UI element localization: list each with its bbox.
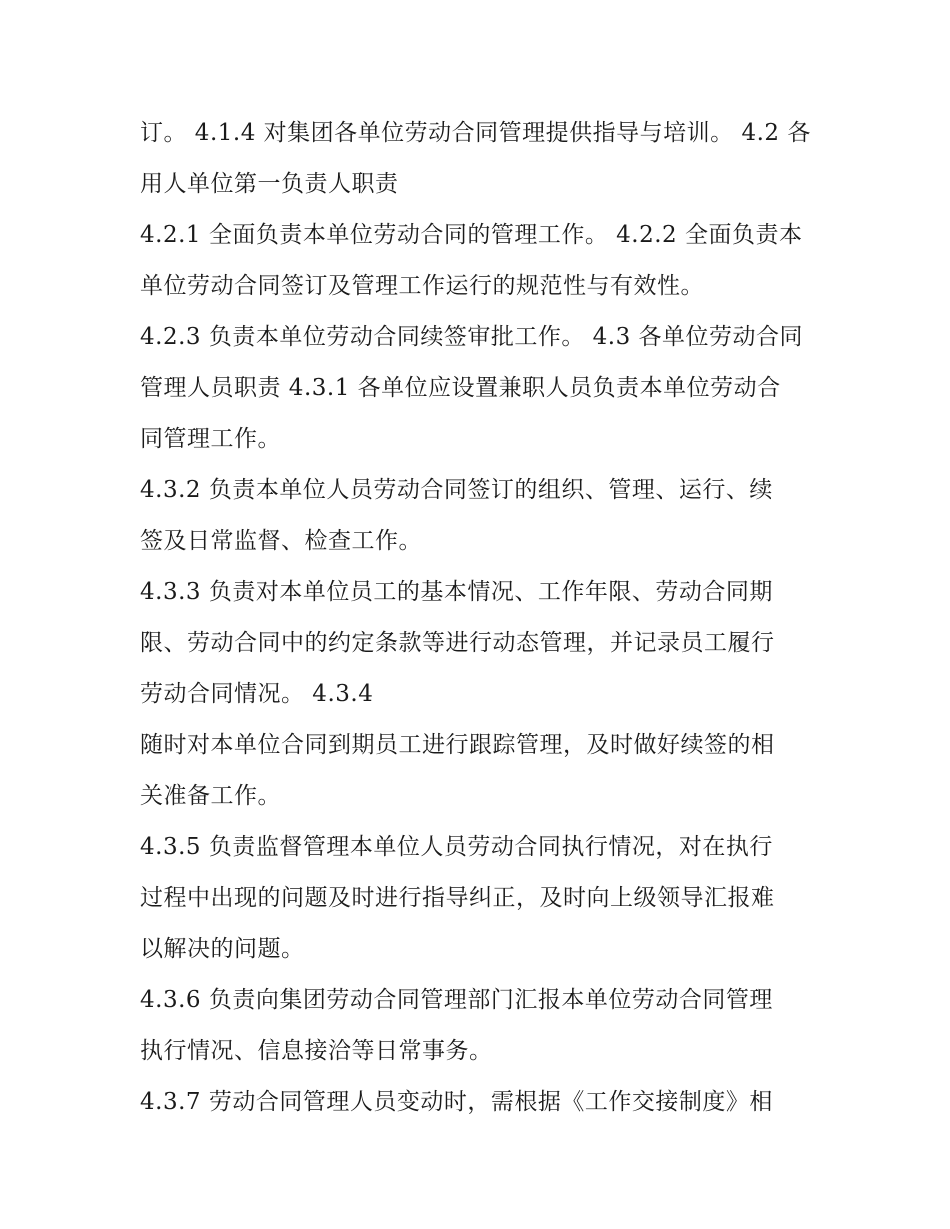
text-line: 订。 4.1.4 对集团各单位劳动合同管理提供指导与培训。 4.2 各 [140, 120, 811, 146]
text-line: 4.3.3 负责对本单位员工的基本情况、工作年限、劳动合同期 [140, 579, 773, 605]
text-line: 单位劳动合同签订及管理工作运行的规范性与有效性。 [140, 273, 704, 299]
text-line: 4.3.5 负责监督管理本单位人员劳动合同执行情况，对在执行 [140, 834, 773, 860]
text-line: 限、劳动合同中的约定条款等进行动态管理，并记录员工履行 [140, 630, 775, 656]
text-line: 管理人员职责 4.3.1 各单位应设置兼职人员负责本单位劳动合 [140, 375, 781, 401]
text-line: 劳动合同情况。 4.3.4 [140, 681, 374, 707]
text-line: 4.3.7 劳动合同管理人员变动时，需根据《工作交接制度》相 [140, 1089, 773, 1115]
text-line: 随时对本单位合同到期员工进行跟踪管理，及时做好续签的相 [140, 732, 775, 758]
text-line: 4.2.3 负责本单位劳动合同续签审批工作。 4.3 各单位劳动合同 [140, 324, 804, 350]
text-line: 同管理工作。 [140, 426, 281, 452]
text-line: 用人单位第一负责人职责 [140, 171, 399, 197]
text-line: 过程中出现的问题及时进行指导纠正，及时向上级领导汇报难 [140, 885, 775, 911]
text-line: 签及日常监督、检查工作。 [140, 528, 422, 554]
document-body [140, 108, 820, 1128]
text-line: 4.3.2 负责本单位人员劳动合同签订的组织、管理、运行、续 [140, 477, 773, 503]
text-line: 4.3.6 负责向集团劳动合同管理部门汇报本单位劳动合同管理 [140, 987, 773, 1013]
text-line: 执行情况、信息接洽等日常事务。 [140, 1038, 493, 1064]
text-line: 关准备工作。 [140, 783, 281, 809]
text-line: 4.2.1 全面负责本单位劳动合同的管理工作。 4.2.2 全面负责本 [140, 222, 803, 248]
text-line: 以解决的问题。 [140, 936, 305, 962]
